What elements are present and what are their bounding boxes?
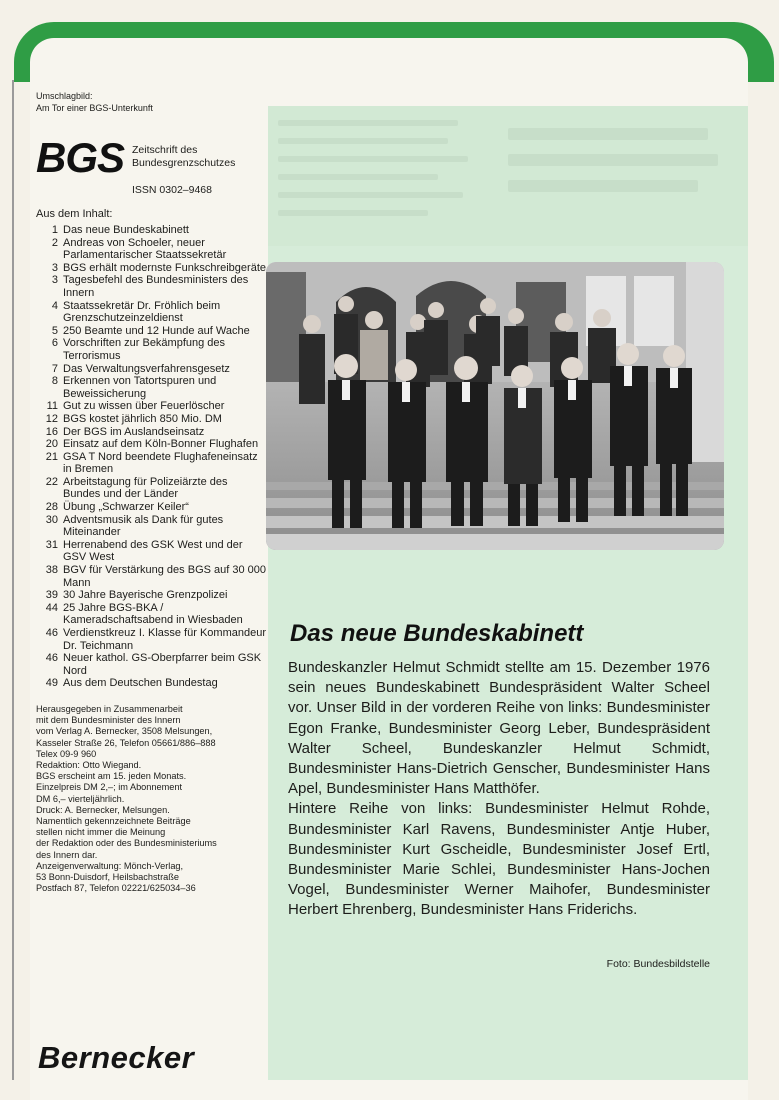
imprint-line: stellen nicht immer die Meinung — [36, 827, 166, 838]
toc-item: 49 Aus dem Deutschen Bundestag — [45, 677, 218, 690]
article-green-panel — [268, 106, 748, 1080]
imprint-line: der Redaktion oder des Bundesministeriums — [36, 838, 217, 849]
toc-item: 12 BGS kostet jährlich 850 Mio. DM — [45, 412, 222, 425]
toc-item: 1 Das neue Bundeskabinett — [51, 224, 189, 236]
toc-item: 38 BGV für Verstärkung des BGS auf 30 000 Mann — [45, 564, 267, 589]
article-caption — [288, 658, 710, 921]
imprint-line: Druck: A. Bernecker, Melsungen. — [36, 804, 170, 815]
toc-item: 20 Einsatz auf dem Köln-Bonner Flughafen — [45, 438, 259, 451]
page-edge-line — [12, 80, 14, 1080]
imprint-line: Kasseler Straße 26, Telefon 05661/886–888 — [36, 737, 216, 748]
toc-item: 11 Gut zu wissen über Feuerlöscher — [46, 400, 225, 413]
table-of-contents — [36, 224, 266, 690]
toc-item: 2 Andreas von Schoeler, neuer Parlamentarischer Staatssekretär — [51, 236, 227, 262]
journal-title-line1: Zeitschrift des — [132, 144, 198, 156]
contents-heading: Aus dem Inhalt: — [36, 208, 113, 220]
toc-item: 6 Vorschriften zur Bekämpfung des Terrorismus — [51, 337, 226, 362]
imprint-line: DM 6,– vierteljährlich. — [36, 793, 125, 804]
toc-item: 3 BGS erhält modernste Funkschreibgeräte — [51, 261, 266, 274]
imprint-line: Namentlich gekennzeichnete Beiträge — [36, 816, 191, 826]
imprint-line: Anzeigenverwaltung: Mönch-Verlag, — [36, 860, 184, 871]
imprint-line: BGS erscheint am 15. jeden Monats. — [36, 771, 187, 782]
issn-number: ISSN 0302–9468 — [132, 184, 212, 196]
toc-item: 39 30 Jahre Bayerische Grenzpolizei — [45, 589, 228, 602]
cabinet-photo-illustration — [266, 262, 724, 550]
imprint — [36, 704, 266, 894]
bgs-logo: BGS — [36, 134, 125, 181]
imprint-line: Einzelpreis DM 2,–; im Abonnement — [36, 782, 183, 793]
imprint-line: Herausgegeben in Zusammenarbeit — [36, 703, 183, 714]
show-through-text-area — [268, 106, 748, 246]
imprint-line: Redaktion: Otto Wiegand. — [36, 759, 142, 770]
toc-item: 44 25 Jahre BGS-BKA / Kameradschaftsabend in Wiesbaden — [45, 601, 243, 627]
toc-item: 16 Der BGS im Auslandseinsatz — [45, 425, 205, 438]
toc-item: 46 Verdienstkreuz I. Klasse für Kommandeur Dr. Teichmann — [45, 627, 266, 652]
journal-title — [132, 144, 235, 169]
imprint-line: des Innern dar. — [36, 849, 98, 860]
caption-paragraph-front-row: Bundeskanzler Helmut Schmidt stellte am 15. Dezember 1976 sein neues Bundeskabinett Bundespräsident Walter Scheel vor. Unser Bild in der vorderen Reihe von links: Bundesminister Egon Franke, Bundesminister Georg Leber, Bundespräsident Walter Scheel, Bundeskanzler Helmut Schmidt, Bundesminister Hans-Dietrich Genscher, Bundesminister Hans Apel, Bundesminister Hans Matthöfer. — [288, 659, 710, 798]
imprint-line: Telex 09-9 960 — [36, 748, 97, 759]
cover-label: Umschlagbild: — [36, 91, 93, 101]
toc-item: 4 Staatssekretär Dr. Fröhlich beim Grenzschutzeinzeldienst — [51, 299, 221, 325]
cabinet-photo — [266, 262, 724, 550]
toc-item: 5 250 Beamte und 12 Hunde auf Wache — [51, 324, 250, 337]
imprint-line: 53 Bonn-Duisdorf, Heilsbachstraße — [36, 872, 179, 883]
cover-caption: Am Tor einer BGS-Unterkunft — [36, 103, 153, 113]
toc-item: 3 Tagesbefehl des Bundesministers des Innern — [51, 274, 249, 299]
article-title: Das neue Bundeskabinett — [290, 620, 584, 647]
toc-item: 21 GSA T Nord beendete Flughafeneinsatz in Bremen — [45, 450, 258, 476]
masthead — [36, 134, 266, 181]
toc-item: 8 Erkennen von Tatortspuren und Beweissicherung — [51, 375, 217, 400]
caption-paragraph-back-row: Hintere Reihe von links: Bundesminister Helmut Rohde, Bundesminister Karl Ravens, Bundesminister Antje Huber, Bundesminister Kurt Gscheidle, Bundesminister Josef Ertl, Bundesminister Marie Schlei, Bundesminister Hans-Jochen Vogel, Bundesminister Werner Maihofer, Bundesminister Herbert Ehrenberg, Bundesminister Hans Friderichs. — [288, 800, 710, 919]
journal-title-line2: Bundesgrenzschutzes — [132, 156, 236, 169]
toc-item: 46 Neuer kathol. GS-Oberpfarrer beim GSK Nord — [45, 652, 262, 677]
imprint-line: Postfach 87, Telefon 02221/625034–36 — [36, 883, 196, 894]
toc-item: 28 Übung „Schwarzer Keiler“ — [45, 501, 189, 514]
toc-item: 31 Herrenabend des GSK West und der GSV West — [45, 538, 243, 564]
left-column — [36, 90, 266, 894]
photo-credit: Foto: Bundesbildstelle — [606, 958, 710, 970]
imprint-line: vom Verlag A. Bernecker, 3508 Melsungen, — [36, 726, 213, 737]
toc-item: 7 Das Verwaltungsverfahrensgesetz — [51, 362, 230, 375]
imprint-line: mit dem Bundesminister des Innern — [36, 715, 181, 726]
toc-item: 22 Arbeitstagung für Polizeiärzte des Bundes und der Länder — [45, 475, 228, 501]
toc-item: 30 Adventsmusik als Dank für gutes Miteinander — [45, 513, 224, 539]
publisher-logo: Bernecker — [38, 1040, 195, 1075]
